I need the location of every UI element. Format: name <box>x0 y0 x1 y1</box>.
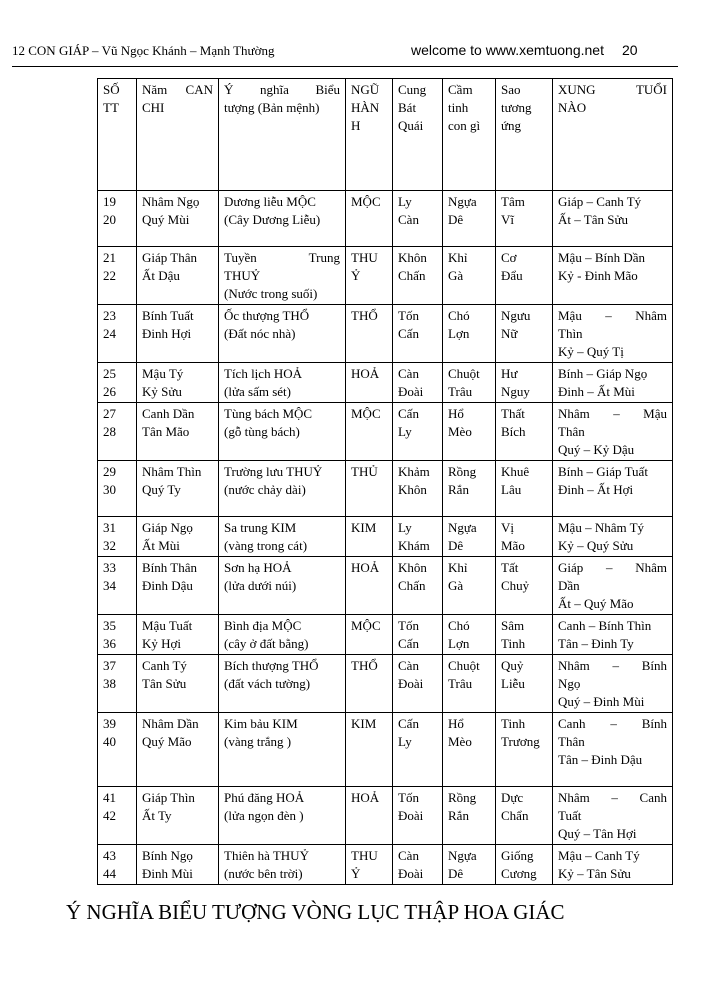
cell-cung: Ly Khám <box>393 517 443 557</box>
cell-sao: Cơ Đẩu <box>496 247 553 305</box>
cell-y-nghia: Tích lịch HOẢ (lửa sấm sét) <box>219 363 346 403</box>
col-header-nam-can-chi: Năm CAN CHI <box>137 79 219 191</box>
table-row <box>98 191 673 247</box>
cell-cam-tinh: Chó Lợn <box>443 615 496 655</box>
col-header-cung-bat-quai: Cung Bát Quái <box>393 79 443 191</box>
cell-cam-tinh: Rồng Rắn <box>443 461 496 517</box>
cell-y-nghia: Dương liễu MỘC (Cây Dương Liễu) <box>219 191 346 247</box>
cell-y-nghia: Tuyền Trung THUỶ (Nước trong suối) <box>219 247 346 305</box>
cell-sao: Tâm Vĩ <box>496 191 553 247</box>
cell-xung-tuoi: Canh – Bính Thìn Tân – Đinh Ty <box>553 615 673 655</box>
table-row <box>98 713 673 787</box>
header-website-text: welcome to www.xemtuong.net <box>411 42 604 58</box>
cell-cam-tinh: Chuột Trâu <box>443 655 496 713</box>
cell-nam-can-chi: Giáp Thân Ất Dậu <box>137 247 219 305</box>
cell-cung: Càn Đoài <box>393 363 443 403</box>
cell-stt: 31 32 <box>98 517 137 557</box>
page-number: 20 <box>622 42 638 58</box>
cell-cung: Càn Đoài <box>393 655 443 713</box>
cell-stt: 33 34 <box>98 557 137 615</box>
cell-ngu-hanh: THỔ <box>346 655 393 713</box>
cell-cung: Càn Đoài <box>393 845 443 885</box>
table-row <box>98 615 673 655</box>
zodiac-table <box>97 78 673 885</box>
cell-ngu-hanh: THỦ <box>346 461 393 517</box>
cell-y-nghia: Trường lưu THUỶ (nước chảy dài) <box>219 461 346 517</box>
section-title: Ý NGHĨA BIỂU TƯỢNG VÒNG LỤC THẬP HOA GIÁC <box>66 900 565 924</box>
table-row <box>98 655 673 713</box>
cell-cam-tinh: Ngựa Dê <box>443 517 496 557</box>
cell-sao: Sâm Tinh <box>496 615 553 655</box>
header-divider <box>12 66 678 67</box>
cell-stt: 21 22 <box>98 247 137 305</box>
table-row <box>98 403 673 461</box>
cell-xung-tuoi: Bính – Giáp Ngọ Đinh – Ất Mùi <box>553 363 673 403</box>
cell-stt: 27 28 <box>98 403 137 461</box>
cell-ngu-hanh: HOẢ <box>346 787 393 845</box>
cell-stt: 37 38 <box>98 655 137 713</box>
cell-cam-tinh: Hổ Mèo <box>443 713 496 787</box>
cell-ngu-hanh: MỘC <box>346 615 393 655</box>
cell-nam-can-chi: Nhâm Dần Quý Mão <box>137 713 219 787</box>
cell-y-nghia: Ốc thượng THỔ (Đất nóc nhà) <box>219 305 346 363</box>
cell-ngu-hanh: HOẢ <box>346 363 393 403</box>
cell-y-nghia: Thiên hà THUỶ (nước bên trời) <box>219 845 346 885</box>
cell-cung: Khôn Chấn <box>393 247 443 305</box>
cell-ngu-hanh: HOẢ <box>346 557 393 615</box>
cell-xung-tuoi: Nhâm – Canh Tuất Quý – Tân Hợi <box>553 787 673 845</box>
cell-ngu-hanh: MỘC <box>346 403 393 461</box>
cell-y-nghia: Tùng bách MỘC (gỗ tùng bách) <box>219 403 346 461</box>
cell-stt: 41 42 <box>98 787 137 845</box>
cell-y-nghia: Phú đăng HOẢ (lửa ngọn đèn ) <box>219 787 346 845</box>
cell-cam-tinh: Khỉ Gà <box>443 247 496 305</box>
cell-cam-tinh: Khỉ Gà <box>443 557 496 615</box>
cell-xung-tuoi: Giáp – Nhâm Dần Ất – Quý Mão <box>553 557 673 615</box>
cell-y-nghia: Bích thượng THỔ (đất vách tường) <box>219 655 346 713</box>
col-header-stt: SỐ TT <box>98 79 137 191</box>
cell-nam-can-chi: Canh Dần Tân Mão <box>137 403 219 461</box>
cell-y-nghia: Sa trung KIM (vàng trong cát) <box>219 517 346 557</box>
col-header-sao: Sao tương ứng <box>496 79 553 191</box>
cell-cam-tinh: Chó Lợn <box>443 305 496 363</box>
cell-ngu-hanh: KIM <box>346 517 393 557</box>
table-row <box>98 517 673 557</box>
cell-nam-can-chi: Mậu Tuất Kỷ Hợi <box>137 615 219 655</box>
col-header-y-nghia: Ý nghĩa Biểu tượng (Bản mệnh) <box>219 79 346 191</box>
table-row <box>98 845 673 885</box>
cell-nam-can-chi: Giáp Ngọ Ất Mùi <box>137 517 219 557</box>
cell-xung-tuoi: Mậu – Nhâm Thìn Kỷ – Quý Tị <box>553 305 673 363</box>
table-row <box>98 363 673 403</box>
cell-sao: Vị Mão <box>496 517 553 557</box>
cell-stt: 29 30 <box>98 461 137 517</box>
cell-sao: Dực Chẩn <box>496 787 553 845</box>
cell-nam-can-chi: Bính Tuất Đinh Hợi <box>137 305 219 363</box>
cell-y-nghia: Bình địa MỘC (cây ở đất bằng) <box>219 615 346 655</box>
cell-xung-tuoi: Mậu – Nhâm Tý Kỷ – Quý Sửu <box>553 517 673 557</box>
cell-cung: Ly Càn <box>393 191 443 247</box>
cell-nam-can-chi: Bính Ngọ Đinh Mùi <box>137 845 219 885</box>
table-header-row <box>98 79 673 191</box>
cell-nam-can-chi: Nhâm Thìn Quý Ty <box>137 461 219 517</box>
table-row <box>98 247 673 305</box>
cell-cung: Tốn Cấn <box>393 305 443 363</box>
cell-sao: Giống Cương <box>496 845 553 885</box>
table-row <box>98 557 673 615</box>
cell-xung-tuoi: Mậu – Canh Tý Kỷ – Tân Sửu <box>553 845 673 885</box>
cell-sao: Tinh Trương <box>496 713 553 787</box>
cell-cam-tinh: Hổ Mèo <box>443 403 496 461</box>
col-header-xung-tuoi: XUNG TUỔI NÀO <box>553 79 673 191</box>
cell-cung: Tốn Cấn <box>393 615 443 655</box>
cell-ngu-hanh: MỘC <box>346 191 393 247</box>
cell-stt: 39 40 <box>98 713 137 787</box>
cell-cung: Cấn Ly <box>393 403 443 461</box>
cell-nam-can-chi: Nhâm Ngọ Quý Mùi <box>137 191 219 247</box>
cell-cung: Tốn Đoài <box>393 787 443 845</box>
cell-ngu-hanh: KIM <box>346 713 393 787</box>
col-header-cam-tinh: Cầm tinh con gì <box>443 79 496 191</box>
cell-ngu-hanh: THỔ <box>346 305 393 363</box>
cell-stt: 35 36 <box>98 615 137 655</box>
cell-nam-can-chi: Giáp Thìn Ất Ty <box>137 787 219 845</box>
cell-sao: Quỷ Liễu <box>496 655 553 713</box>
cell-nam-can-chi: Canh Tý Tân Sửu <box>137 655 219 713</box>
cell-y-nghia: Kim bảu KIM (vàng trắng ) <box>219 713 346 787</box>
table-body <box>98 191 673 885</box>
cell-cung: Cấn Ly <box>393 713 443 787</box>
cell-stt: 25 26 <box>98 363 137 403</box>
cell-sao: Ngưu Nữ <box>496 305 553 363</box>
cell-xung-tuoi: Mậu – Bính Dần Kỷ - Đinh Mão <box>553 247 673 305</box>
cell-xung-tuoi: Canh – Bính Thân Tân – Đinh Dậu <box>553 713 673 787</box>
cell-sao: Tất Chuỷ <box>496 557 553 615</box>
cell-xung-tuoi: Nhâm – Bính Ngọ Quý – Đinh Mùi <box>553 655 673 713</box>
cell-ngu-hanh: THU Ỷ <box>346 247 393 305</box>
cell-y-nghia: Sơn hạ HOẢ (lửa dưới núi) <box>219 557 346 615</box>
table-row <box>98 787 673 845</box>
cell-xung-tuoi: Bính – Giáp Tuất Đinh – Ất Hợi <box>553 461 673 517</box>
cell-xung-tuoi: Giáp – Canh Tý Ất – Tân Sửu <box>553 191 673 247</box>
cell-cung: Khôn Chấn <box>393 557 443 615</box>
cell-cam-tinh: Ngựa Dê <box>443 191 496 247</box>
cell-stt: 23 24 <box>98 305 137 363</box>
cell-stt: 19 20 <box>98 191 137 247</box>
cell-ngu-hanh: THU Ỷ <box>346 845 393 885</box>
cell-sao: Hư Nguy <box>496 363 553 403</box>
cell-stt: 43 44 <box>98 845 137 885</box>
cell-nam-can-chi: Bính Thân Đinh Dậu <box>137 557 219 615</box>
cell-cung: Khảm Khôn <box>393 461 443 517</box>
table-row <box>98 461 673 517</box>
header-left-text: 12 CON GIÁP – Vũ Ngọc Khánh – Mạnh Thường <box>12 43 275 58</box>
cell-sao: Khuê Lâu <box>496 461 553 517</box>
cell-cam-tinh: Ngựa Dê <box>443 845 496 885</box>
cell-sao: Thất Bích <box>496 403 553 461</box>
col-header-ngu-hanh: NGŨ HÀN H <box>346 79 393 191</box>
cell-cam-tinh: Rồng Rắn <box>443 787 496 845</box>
cell-xung-tuoi: Nhâm – Mậu Thân Quý – Kỷ Dậu <box>553 403 673 461</box>
table-row <box>98 305 673 363</box>
cell-nam-can-chi: Mậu Tý Kỷ Sửu <box>137 363 219 403</box>
cell-cam-tinh: Chuột Trâu <box>443 363 496 403</box>
